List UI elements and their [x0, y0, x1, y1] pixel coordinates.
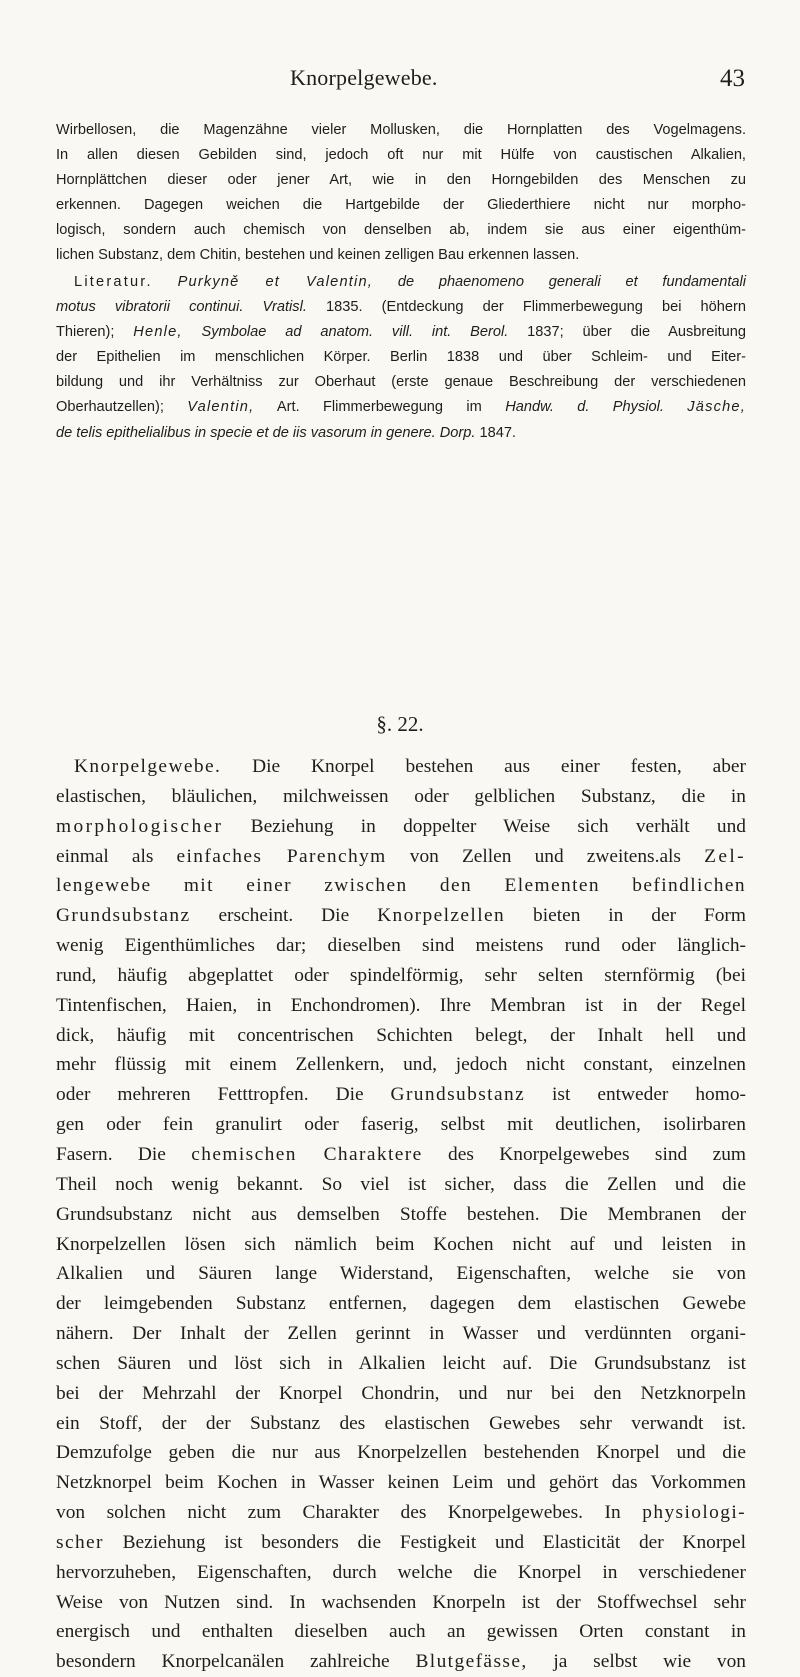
- text-line: bei der Mehrzahl der Knorpel Chondrin, und nur bei den Netzknorpeln: [56, 1382, 746, 1404]
- text-line: Alkalien und Säuren lange Widerstand, Eigenschaften, welche sie von: [56, 1263, 746, 1285]
- section-heading: §. 22.: [376, 712, 424, 736]
- text-run: Beziehung in doppelter Weise sich verhält und: [250, 815, 746, 837]
- work-title: motus vibratorii continui. Vratisl.: [56, 299, 307, 316]
- citation-text: 1837; über die Ausbreitung: [527, 324, 746, 341]
- keyword: physiologi-: [642, 1502, 746, 1524]
- keyword: Knorpelgewebe.: [74, 756, 222, 777]
- work-title: de phaenomeno generali et fundamentali: [397, 274, 746, 290]
- text-line: Theil noch wenig bekannt. So viel ist sicher, dass die Zellen und die: [56, 1173, 746, 1195]
- author-name: Henle,: [133, 324, 183, 341]
- running-title: Knorpelgewebe.: [290, 65, 438, 90]
- text-line: [56, 752, 746, 782]
- text-line: energisch und enthalten dieselben auch an gewissen Orten constant in: [56, 1621, 746, 1643]
- text-run: von solchen nicht zum Charakter des Knorpelgewebes. In: [56, 1502, 621, 1524]
- author-name: Valentin,: [187, 399, 255, 416]
- text-line: In allen diesen Gebilden sind, jedoch oft nur mit Hülfe von caustischen Alkalien,: [56, 147, 746, 164]
- text-line: Knorpelzellen lösen sich nämlich beim Kochen nicht auf und leisten in: [56, 1233, 746, 1255]
- text-line: Hornplättchen dieser oder jener Art, wie in den Horngebilden des Menschen zu: [56, 172, 746, 189]
- text-run: ist entweder homo-: [552, 1084, 746, 1106]
- work-title: de telis epithelialibus in specie et de iis vasorum in genere. Dorp.: [56, 424, 476, 441]
- keyword: scher: [56, 1531, 104, 1553]
- text-line: gen oder fein granulirt oder faserig, selbst mit deutlichen, isolirbaren: [56, 1114, 746, 1136]
- work-title: Handw. d. Physiol.: [505, 399, 664, 416]
- keyword: Grundsubstanz: [390, 1084, 526, 1106]
- citation-text: 1847.: [479, 424, 516, 441]
- text-line: [56, 1080, 746, 1110]
- text-line: [56, 1647, 746, 1677]
- text-run: ja selbst wie von: [553, 1651, 746, 1673]
- literature-line: [56, 421, 746, 446]
- keyword: Knorpelzellen: [377, 905, 506, 927]
- literature-line: bildung und ihr Verhältniss zur Oberhaut (erste genaue Beschreibung der verschiedenen: [56, 374, 746, 391]
- text-run: Beziehung ist besonders die Festigkeit und Elasticität der Knorpel: [122, 1531, 746, 1553]
- text-line: [56, 871, 746, 901]
- literature-paragraph: [56, 270, 746, 446]
- text-run: einmal als: [56, 845, 154, 867]
- text-run: bieten in der Form: [533, 905, 746, 927]
- literature-line: [56, 395, 746, 420]
- text-run: von Zellen und zweitens.als: [409, 845, 681, 867]
- text-line: ein Stoff, der der Substanz des elastischen Gewebes sehr verwandt ist.: [56, 1412, 746, 1434]
- page-number: 43: [720, 65, 745, 92]
- literature-line: der Epithelien im menschlichen Körper. Berlin 1838 und über Schleim- und Eiter-: [56, 349, 746, 366]
- keyword: morphologischer: [56, 815, 224, 837]
- text-run: oder mehreren Fetttropfen. Die: [56, 1084, 364, 1106]
- keyword: Zel-: [704, 845, 746, 867]
- main-paragraph: [56, 752, 746, 1677]
- author-name: Purkyně et Valentin,: [177, 274, 374, 290]
- literature-line: [56, 320, 746, 345]
- intro-paragraph: [56, 118, 746, 269]
- text-line: rund, häufig abgeplattet oder spindelförmig, sehr selten sternförmig (bei: [56, 964, 746, 986]
- citation-text: 1835. (Entdeckung der Flimmerbewegung bei höhern: [325, 299, 746, 316]
- text-line: Demzufolge geben die nur aus Knorpelzellen bestehenden Knorpel und die: [56, 1442, 746, 1464]
- text-line: Wirbellosen, die Magenzähne vieler Mollusken, die Hornplatten des Vogelmagens.: [56, 122, 746, 138]
- text-line: der leimgebenden Substanz entfernen, dagegen dem elastischen Gewebe: [56, 1293, 746, 1315]
- text-line: erkennen. Dagegen weichen die Hartgebilde der Gliederthiere nicht nur morpho-: [56, 197, 746, 214]
- text-line: Weise von Nutzen sind. In wachsenden Knorpeln ist der Stoffwechsel sehr: [56, 1591, 746, 1613]
- author-name: Jäsche,: [687, 399, 746, 416]
- text-run: Fasern. Die: [56, 1143, 166, 1165]
- text-line: [56, 842, 746, 872]
- keyword: chemischen Charaktere: [191, 1143, 423, 1165]
- literature-line: [56, 270, 746, 295]
- text-line: mehr flüssig mit einem Zellenkern, und, jedoch nicht constant, einzelnen: [56, 1054, 746, 1076]
- text-line: wenig Eigenthümliches dar; dieselben sind meistens rund oder länglich-: [56, 935, 746, 957]
- literature-line: [56, 295, 746, 320]
- text-line: [56, 901, 746, 931]
- text-line: [56, 812, 746, 842]
- keyword: Grundsubstanz: [56, 905, 191, 927]
- text-run: besondern Knorpelcanälen zahlreiche: [56, 1651, 390, 1673]
- keyword: Blutgefässe,: [415, 1651, 528, 1673]
- literature-label: Literatur.: [74, 274, 153, 290]
- text-line: Grundsubstanz nicht aus demselben Stoffe bestehen. Die Membranen der: [56, 1203, 746, 1225]
- text-line: dick, häufig mit concentrischen Schichten belegt, der Inhalt hell und: [56, 1024, 746, 1046]
- text-line: elastischen, bläulichen, milchweissen oder gelblichen Substanz, die in: [56, 785, 746, 807]
- keyword: lengewebe mit einer zwischen den Elementen befindlichen: [56, 875, 746, 897]
- text-line: Netzknorpel beim Kochen in Wasser keinen Leim und gehört das Vorkommen: [56, 1472, 746, 1494]
- text-run: Die Knorpel bestehen aus einer festen, aber: [252, 756, 746, 777]
- text-line: [56, 1498, 746, 1528]
- page-header: [0, 65, 800, 105]
- citation-text: Thieren);: [56, 324, 115, 341]
- text-line: Tintenfischen, Haien, in Enchondromen). Ihre Membran ist in der Regel: [56, 994, 746, 1016]
- text-line: lichen Substanz, dem Chitin, bestehen und keinen zelligen Bau erkennen lassen.: [56, 247, 580, 264]
- text-line: hervorzuheben, Eigenschaften, durch welche die Knorpel in verschiedener: [56, 1561, 746, 1583]
- citation-text: Art. Flimmerbewegung im: [276, 399, 482, 416]
- citation-text: Oberhautzellen);: [56, 399, 164, 416]
- keyword: einfaches Parenchym: [176, 845, 387, 867]
- text-line: [56, 1140, 746, 1170]
- text-run: erscheint. Die: [218, 905, 350, 927]
- text-line: logisch, sondern auch chemisch von denselben ab, indem sie aus einer eigenthüm-: [56, 222, 746, 239]
- text-line: schen Säuren und löst sich in Alkalien leicht auf. Die Grundsubstanz ist: [56, 1352, 746, 1374]
- text-line: [56, 1528, 746, 1558]
- work-title: Symbolae ad anatom. vill. int. Berol.: [201, 324, 509, 341]
- text-line: nähern. Der Inhalt der Zellen gerinnt in Wasser und verdünnten organi-: [56, 1323, 746, 1345]
- text-run: des Knorpelgewebes sind zum: [448, 1143, 746, 1165]
